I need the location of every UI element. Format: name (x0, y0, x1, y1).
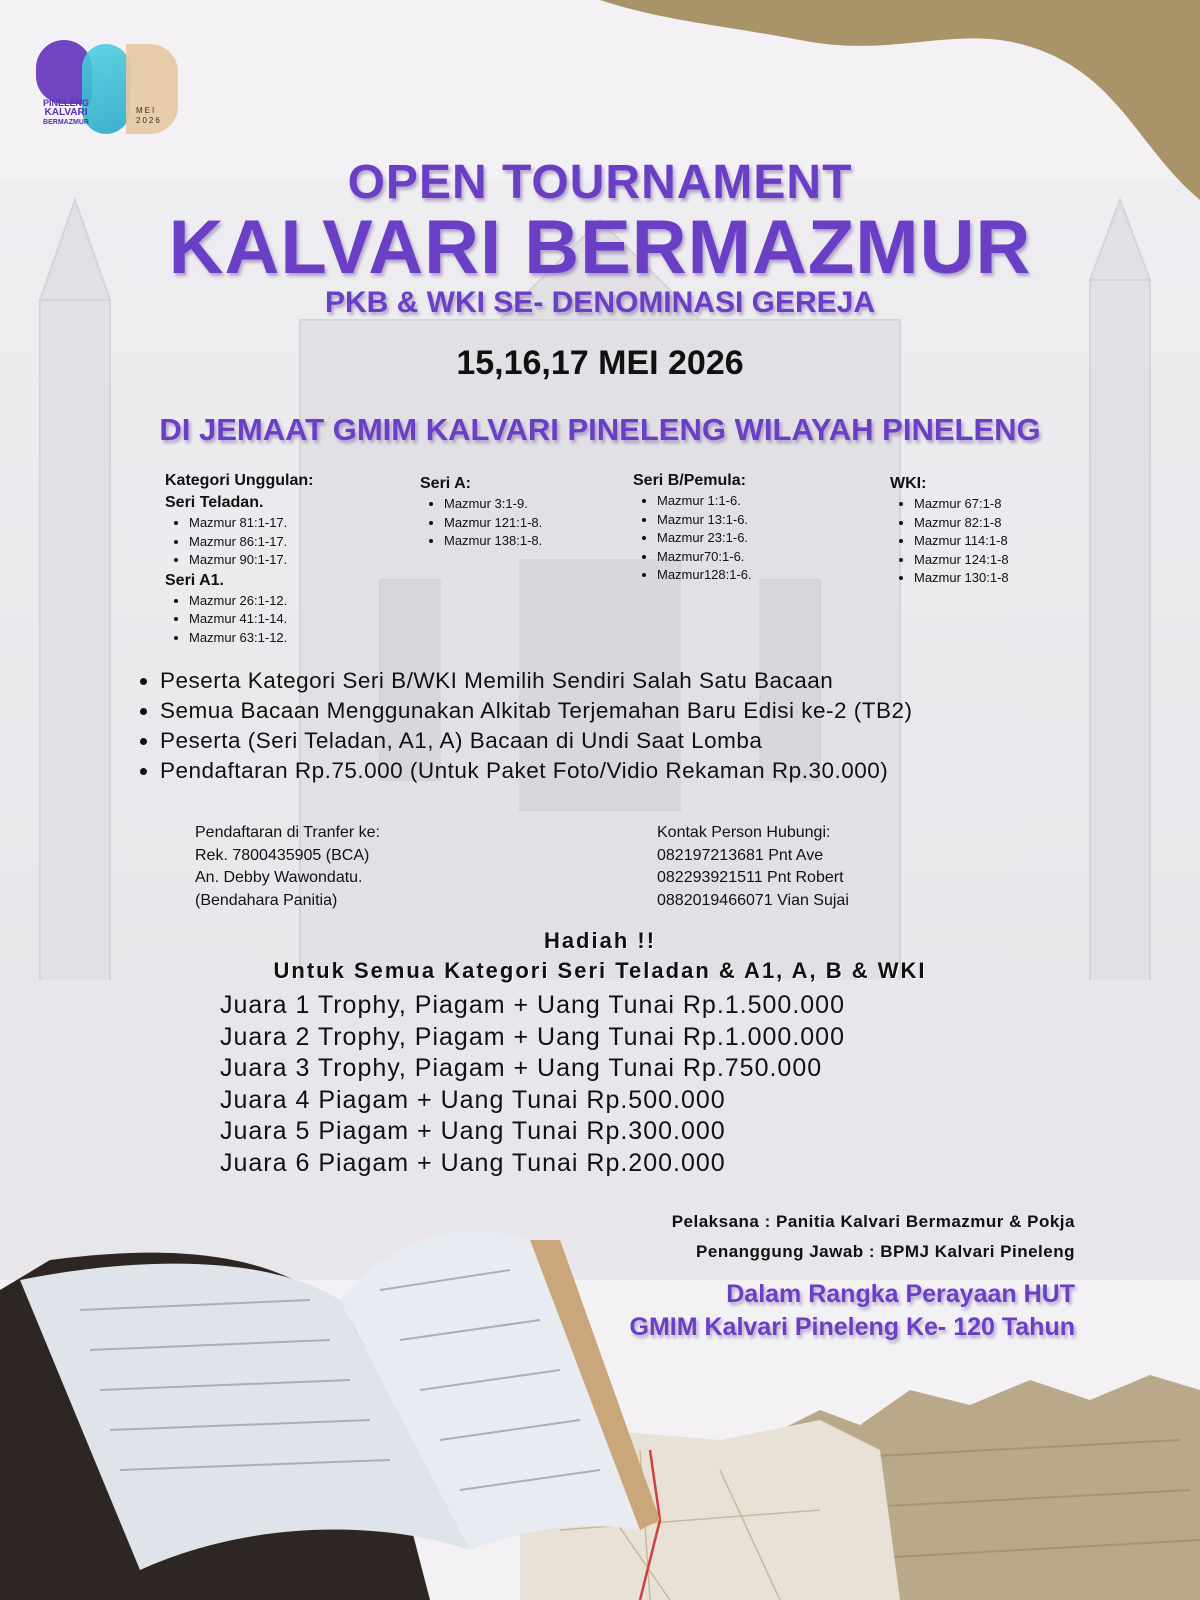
prize-item: Juara 5 Piagam + Uang Tunai Rp.300.000 (220, 1117, 726, 1145)
transfer-line: Rek. 7800435905 (BCA) (195, 846, 370, 864)
rule-item: • Pendaftaran Rp.75.000 (Untuk Paket Foto/Vidio Rekaman Rp.30.000) (160, 756, 1130, 786)
seri-teladan-list (165, 514, 395, 570)
rule-item: • Peserta Kategori Seri B/WKI Memilih Sendiri Salah Satu Bacaan (160, 666, 1130, 696)
logo-line1: PINELENG (42, 98, 89, 108)
list-item: • Mazmur 86:1-17. (189, 533, 395, 552)
main-title: KALVARI BERMAZMUR (168, 205, 1032, 290)
subtitle: PKB & WKI SE- DENOMINASI GEREJA (324, 286, 876, 319)
event-date: 15,16,17 MEI 2026 (456, 344, 744, 382)
transfer-info (195, 822, 575, 912)
organizer-pelaksana: Pelaksana : Panitia Kalvari Bermazmur & Pokja (671, 1212, 1075, 1231)
contact-line: 0882019466071 Vian Sujai (657, 891, 849, 909)
logo-month: MEI (136, 106, 157, 115)
occasion-line2: GMIM Kalvari Pineleng Ke- 120 Tahun (629, 1313, 1075, 1341)
list-item: • Mazmur 82:1-8 (914, 514, 1090, 533)
bible-image (0, 1220, 660, 1600)
prize-item: Juara 2 Trophy, Piagam + Uang Tunai Rp.1.000.000 (220, 1022, 845, 1051)
category-featured-heading: Kategori Unggulan: (165, 472, 314, 489)
seri-b-list (633, 492, 853, 585)
list-item: • Mazmur 130:1-8 (914, 569, 1090, 588)
list-item: • Mazmur 138:1-8. (444, 532, 620, 551)
prize-item: Juara 1 Trophy, Piagam + Uang Tunai Rp.1.500.000 (220, 991, 845, 1019)
prize-item: Juara 4 Piagam + Uang Tunai Rp.500.000 (220, 1085, 726, 1114)
list-item: • Mazmur 121:1-8. (444, 514, 620, 533)
event-venue: DI JEMAAT GMIM KALVARI PINELENG WILAYAH PINELENG (159, 412, 1041, 447)
seri-a-heading: Seri A: (420, 475, 471, 492)
list-item: • Mazmur 13:1-6. (657, 511, 853, 530)
list-item: • Mazmur 23:1-6. (657, 529, 853, 548)
seri-a1-list (165, 592, 395, 648)
category-wki (890, 473, 1090, 588)
seri-a1-heading: Seri A1. (165, 571, 224, 589)
logo-date (136, 106, 162, 126)
category-seri-b (633, 470, 853, 585)
prize-list (220, 990, 845, 1179)
rules-list (130, 666, 1130, 786)
logo-line2: KALVARI (44, 107, 88, 118)
category-seri-a (420, 473, 620, 551)
occasion-text (630, 1278, 1075, 1344)
contact-line: 082293921511 Pnt Robert (657, 869, 844, 886)
prize-item: Juara 3 Trophy, Piagam + Uang Tunai Rp.750.000 (220, 1054, 823, 1082)
prize-heading: Hadiah !! (543, 928, 657, 953)
list-item: • Mazmur 67:1-8 (914, 495, 1090, 514)
logo-line3: BERMAZMUR (43, 119, 89, 126)
prize-subheading: Untuk Semua Kategori Seri Teladan & A1, A, B & WKI (273, 958, 927, 983)
list-item: • Mazmur 41:1-14. (189, 610, 395, 629)
logo-year: 2026 (136, 116, 162, 125)
list-item: • Mazmur 124:1-8 (914, 551, 1090, 570)
rule-item: • Semua Bacaan Menggunakan Alkitab Terjemahan Baru Edisi ke-2 (TB2) (160, 696, 1130, 726)
list-item: • Mazmur 3:1-9. (444, 495, 620, 514)
transfer-line: An. Debby Wawondatu. (195, 869, 363, 886)
pkb-logo (36, 40, 186, 135)
transfer-line: Pendaftaran di Tranfer ke: (195, 824, 380, 841)
list-item: • Mazmur70:1-6. (657, 548, 853, 567)
organizer-penanggung-jawab: Penanggung Jawab : BPMJ Kalvari Pineleng (696, 1242, 1075, 1261)
contact-line: 082197213681 Pnt Ave (657, 846, 824, 864)
logo-text (36, 98, 96, 128)
list-item: • Mazmur 81:1-17. (189, 514, 395, 533)
seri-b-heading: Seri B/Pemula: (633, 472, 746, 489)
list-item: • Mazmur 90:1-17. (189, 551, 395, 570)
contact-info (657, 822, 1037, 912)
contact-line: Kontak Person Hubungi: (657, 824, 831, 841)
prize-item: Juara 6 Piagam + Uang Tunai Rp.200.000 (220, 1148, 726, 1177)
rule-item: • Peserta (Seri Teladan, A1, A) Bacaan di Undi Saat Lomba (160, 726, 1130, 756)
list-item: • Mazmur 26:1-12. (189, 592, 395, 611)
list-item: • Mazmur 63:1-12. (189, 629, 395, 648)
list-item: • Mazmur128:1-6. (657, 566, 853, 585)
list-item: • Mazmur 114:1-8 (914, 532, 1090, 551)
category-featured (165, 470, 395, 647)
wki-list (890, 495, 1090, 588)
occasion-line1: Dalam Rangka Perayaan HUT (726, 1280, 1075, 1308)
wki-heading: WKI: (890, 475, 927, 492)
seri-teladan-heading: Seri Teladan. (165, 494, 264, 511)
list-item: • Mazmur 1:1-6. (657, 492, 853, 511)
seri-a-list (420, 495, 620, 551)
transfer-line: (Bendahara Panitia) (195, 891, 338, 909)
pre-title: OPEN TOURNAMENT (347, 156, 853, 209)
